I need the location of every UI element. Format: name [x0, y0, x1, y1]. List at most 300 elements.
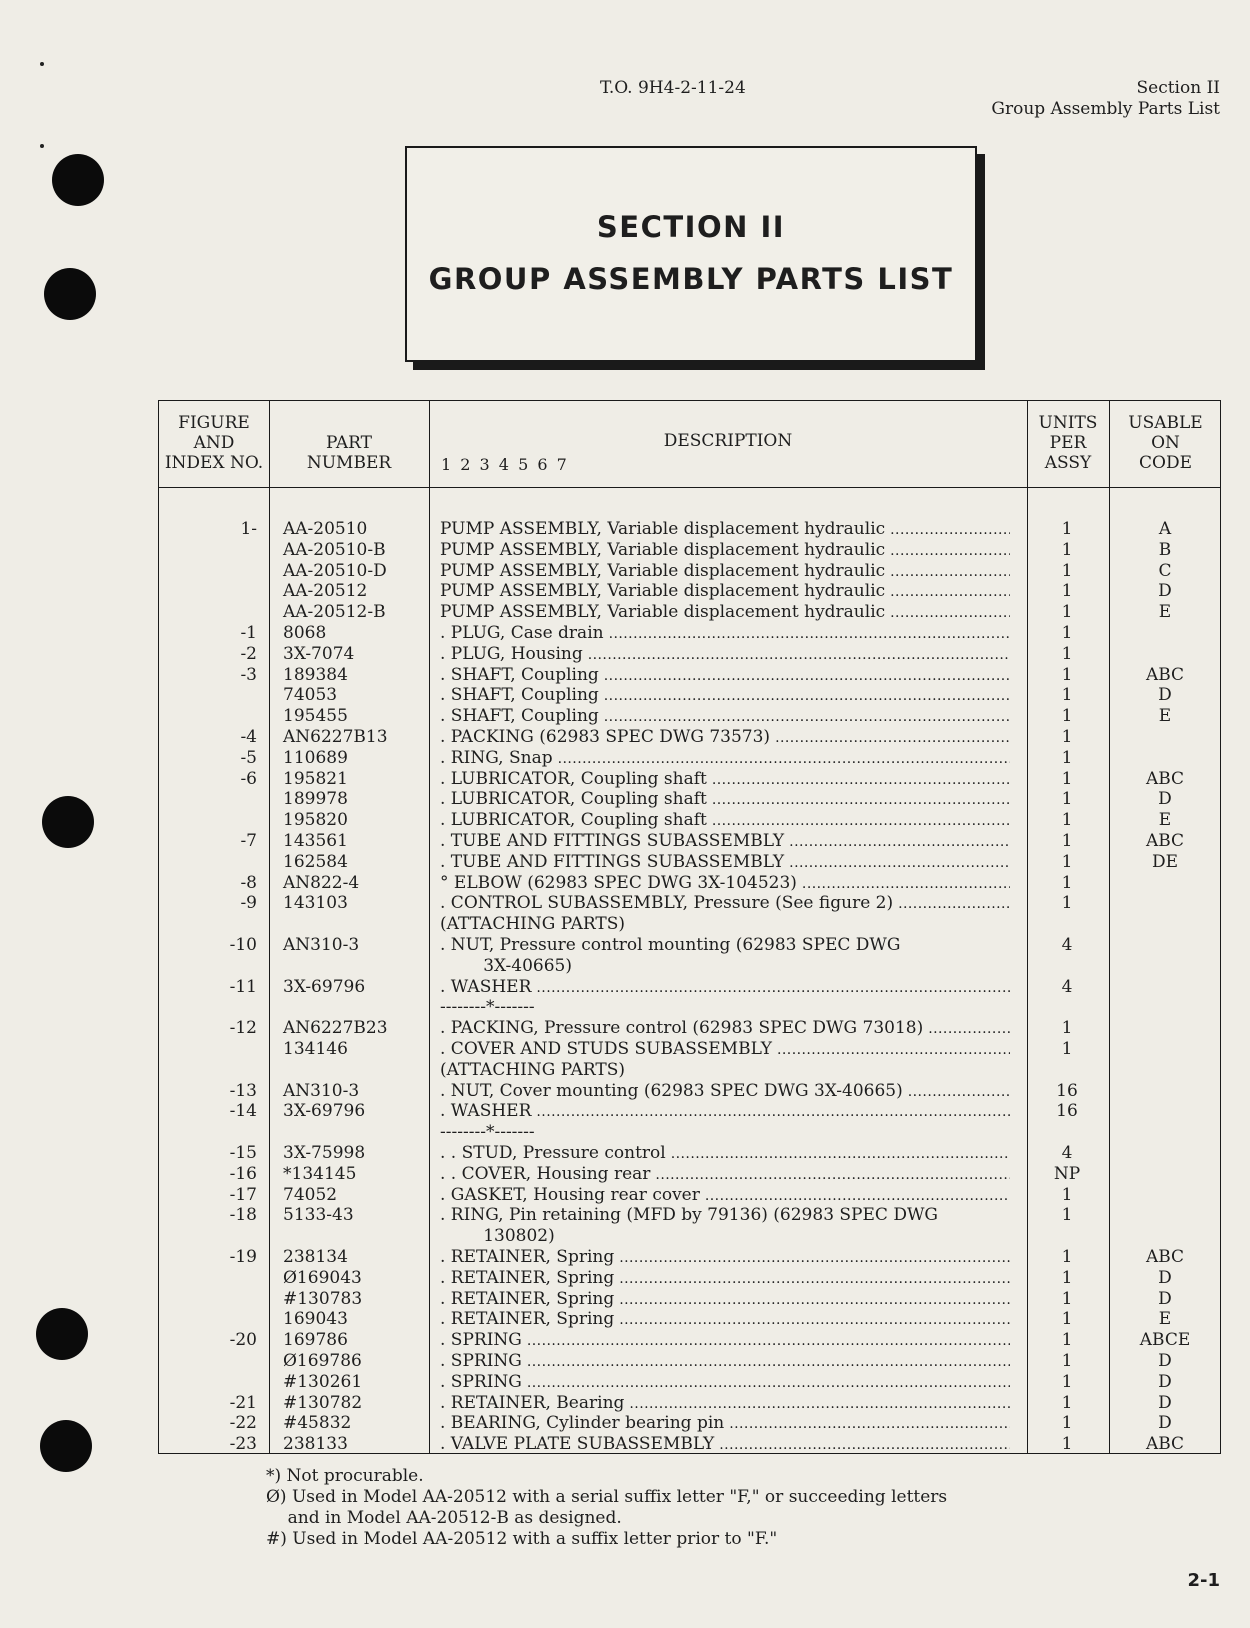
units-per-assy: 1 — [1061, 643, 1073, 664]
figure-index: -21 — [229, 1392, 257, 1413]
part-number: 143561 — [283, 831, 348, 851]
leader-dots — [536, 977, 1010, 999]
leader-dots — [604, 706, 1010, 728]
part-number: AA-20512-B — [283, 602, 386, 623]
leader-dots — [527, 1330, 1010, 1352]
part-number: 5133-43 — [283, 1205, 354, 1226]
units-per-assy: 1 — [1061, 539, 1073, 560]
table-row — [159, 581, 1220, 602]
scan-speck — [40, 62, 44, 66]
description — [440, 748, 1010, 770]
table-row — [159, 1101, 1220, 1122]
figure-index: -1 — [240, 623, 257, 643]
description — [440, 1205, 1010, 1226]
table-row — [159, 665, 1220, 686]
description-text: . . COVER, Housing rear — [440, 1163, 651, 1184]
header-section-title: Group Assembly Parts List — [991, 99, 1220, 119]
description — [440, 873, 1010, 895]
table-row — [159, 1205, 1220, 1226]
table-row — [159, 1039, 1220, 1060]
table-row — [159, 540, 1220, 561]
table-row — [159, 1372, 1220, 1393]
units-per-assy: 1 — [1061, 1247, 1073, 1267]
description — [440, 769, 1010, 791]
part-number: AA-20512 — [283, 581, 368, 602]
leader-dots — [588, 644, 1010, 666]
figure-index: -10 — [229, 935, 257, 955]
binder-hole — [44, 268, 96, 320]
description — [440, 1039, 1010, 1061]
description — [440, 1018, 1010, 1040]
description-text: . TUBE AND FITTINGS SUBASSEMBLY — [440, 851, 785, 872]
part-number: 195455 — [283, 706, 348, 727]
description-text: . VALVE PLATE SUBASSEMBLY — [440, 1434, 715, 1455]
table-row — [159, 1393, 1220, 1414]
description — [440, 581, 1010, 603]
leader-dots — [890, 540, 1010, 562]
figure-index: -11 — [229, 976, 257, 997]
units-per-assy: 1 — [1061, 893, 1073, 914]
description-text: . LUBRICATOR, Coupling shaft — [440, 789, 707, 810]
leader-dots — [705, 1185, 1010, 1207]
description-text: PUMP ASSEMBLY, Variable displacement hydraulic — [440, 519, 886, 539]
figure-index: -3 — [240, 664, 257, 685]
figure-index: -15 — [229, 1143, 257, 1163]
table-row — [159, 1268, 1220, 1289]
usable-on-code: DE — [1151, 851, 1179, 872]
description-text: (ATTACHING PARTS) — [440, 914, 625, 935]
table-row — [159, 997, 1220, 1018]
description-text: . LUBRICATOR, Coupling shaft — [440, 768, 707, 789]
part-number: #130782 — [283, 1392, 363, 1413]
description — [440, 1434, 1010, 1456]
usable-on-code: ABC — [1145, 831, 1185, 851]
description — [440, 1122, 1010, 1143]
units-per-assy: 1 — [1061, 810, 1073, 831]
usable-on-code: ABC — [1145, 664, 1185, 685]
usable-on-code: D — [1158, 789, 1172, 810]
description — [440, 1330, 1010, 1352]
table-row — [159, 1081, 1220, 1102]
scan-speck — [40, 144, 44, 148]
usable-on-code: D — [1158, 1371, 1172, 1392]
description — [440, 935, 1010, 956]
section-title-box — [405, 146, 977, 362]
figure-index: -5 — [240, 747, 257, 768]
col-header-figure: FIGURE AND INDEX NO. — [164, 413, 264, 473]
usable-on-code: E — [1158, 810, 1172, 831]
figure-index: -16 — [229, 1163, 257, 1184]
footnote: Ø) Used in Model AA-20512 with a serial suffix letter "F," or succeeding letters — [266, 1487, 948, 1507]
leader-dots — [527, 1372, 1010, 1394]
table-row — [159, 935, 1220, 956]
part-number: AN6227B23 — [283, 1018, 388, 1039]
description-text: . WASHER — [440, 976, 532, 997]
usable-on-code: D — [1158, 685, 1172, 706]
part-number: 74053 — [283, 685, 338, 706]
usable-on-code: E — [1158, 602, 1172, 623]
part-number: 162584 — [283, 851, 348, 872]
leader-dots — [619, 1309, 1010, 1331]
col-header-usable-code: USABLE ON CODE — [1128, 413, 1203, 473]
part-number: AN310-3 — [283, 935, 360, 955]
description-text: PUMP ASSEMBLY, Variable displacement hydraulic — [440, 602, 886, 623]
figure-index: -17 — [229, 1184, 257, 1205]
leader-dots — [619, 1268, 1010, 1290]
description — [440, 914, 1010, 935]
part-number: AA-20510 — [283, 519, 368, 539]
figure-index: -8 — [240, 872, 257, 893]
units-per-assy: 1 — [1061, 664, 1073, 685]
description-text: . PACKING, Pressure control (62983 SPEC DWG 73018) — [440, 1018, 924, 1039]
description-text: . RETAINER, Spring — [440, 1288, 615, 1309]
description-text: . CONTROL SUBASSEMBLY, Pressure (See figure 2) — [440, 893, 894, 914]
description — [440, 1268, 1010, 1290]
leader-dots — [712, 769, 1010, 791]
leader-dots — [712, 810, 1010, 832]
part-number: 3X-69796 — [283, 976, 366, 997]
part-number: 8068 — [283, 623, 327, 643]
table-row — [159, 685, 1220, 706]
table-row — [159, 977, 1220, 998]
usable-on-code: B — [1158, 539, 1172, 560]
units-per-assy: 1 — [1061, 872, 1073, 893]
description-text: . GASKET, Housing rear cover — [440, 1184, 700, 1205]
section-heading: SECTION II — [596, 210, 786, 244]
leader-dots — [604, 685, 1010, 707]
description-text: . WASHER — [440, 1101, 532, 1122]
table-row — [159, 1289, 1220, 1310]
description — [440, 1164, 1010, 1186]
description — [440, 623, 1010, 645]
part-number: 195821 — [283, 768, 348, 789]
figure-index: -23 — [229, 1434, 257, 1455]
leader-dots — [527, 1351, 1010, 1373]
description-text: . SHAFT, Coupling — [440, 706, 599, 727]
leader-dots — [777, 1039, 1010, 1061]
units-per-assy: 1 — [1061, 727, 1073, 747]
units-per-assy: 1 — [1061, 1351, 1073, 1371]
table-row — [159, 831, 1220, 852]
footnote: *) Not procurable. — [266, 1466, 424, 1486]
usable-on-code: A — [1158, 519, 1172, 539]
footnote: #) Used in Model AA-20512 with a suffix letter prior to "F." — [266, 1529, 778, 1549]
description — [440, 852, 1010, 874]
part-number: AN822-4 — [283, 872, 360, 893]
description-text: . SPRING — [440, 1330, 522, 1351]
units-per-assy: 1 — [1061, 623, 1073, 643]
description — [440, 561, 1010, 583]
description — [440, 519, 1010, 541]
description — [440, 956, 1010, 977]
description-text: . NUT, Pressure control mounting (62983 SPEC DWG — [440, 935, 901, 955]
part-number: #130783 — [283, 1288, 363, 1309]
leader-dots — [890, 561, 1010, 583]
leader-dots — [712, 789, 1010, 811]
leader-dots — [908, 1081, 1010, 1103]
part-number: 189384 — [283, 664, 348, 685]
units-per-assy: 1 — [1061, 1018, 1073, 1039]
description-text: 130802) — [440, 1226, 555, 1247]
table-row — [159, 1122, 1220, 1143]
leader-dots — [775, 727, 1010, 749]
part-number: 74052 — [283, 1184, 338, 1205]
description — [440, 997, 1010, 1018]
description-text: . SPRING — [440, 1351, 522, 1371]
table-row — [159, 1247, 1220, 1268]
table-row — [159, 893, 1220, 914]
parts-list-table — [158, 400, 1221, 1454]
description — [440, 977, 1010, 999]
leader-dots — [890, 602, 1010, 624]
units-per-assy: 1 — [1061, 519, 1073, 539]
part-number: Ø169043 — [283, 1267, 362, 1288]
leader-dots — [898, 893, 1010, 915]
figure-index: -9 — [240, 893, 257, 914]
description — [440, 727, 1010, 749]
units-per-assy: 4 — [1061, 935, 1073, 955]
table-row — [159, 561, 1220, 582]
description-text: . RING, Snap — [440, 747, 553, 768]
units-per-assy: 1 — [1061, 768, 1073, 789]
col-header-units: UNITS PER ASSY — [1038, 413, 1098, 473]
table-row — [159, 706, 1220, 727]
usable-on-code: C — [1158, 560, 1172, 581]
description — [440, 1372, 1010, 1394]
description-text: . SHAFT, Coupling — [440, 664, 599, 685]
table-row — [159, 810, 1220, 831]
part-number: 3X-7074 — [283, 643, 355, 664]
description-text: ° ELBOW (62983 SPEC DWG 3X-104523) — [440, 872, 797, 893]
units-per-assy: 1 — [1061, 1434, 1073, 1455]
description-text: . RETAINER, Bearing — [440, 1392, 625, 1413]
figure-index: -18 — [229, 1205, 257, 1226]
figure-index: -6 — [240, 768, 257, 789]
description — [440, 1309, 1010, 1331]
table-row — [159, 914, 1220, 935]
description — [440, 1185, 1010, 1207]
description-text: --------*------- — [440, 997, 535, 1018]
part-number: 169043 — [283, 1309, 348, 1330]
part-number: AN310-3 — [283, 1080, 360, 1101]
leader-dots — [619, 1247, 1010, 1269]
table-row — [159, 1330, 1220, 1351]
usable-on-code: D — [1158, 1288, 1172, 1309]
units-per-assy: 16 — [1056, 1101, 1078, 1122]
usable-on-code: ABC — [1145, 768, 1185, 789]
table-row — [159, 1060, 1220, 1081]
units-per-assy: 1 — [1061, 560, 1073, 581]
table-row — [159, 727, 1220, 748]
units-per-assy: NP — [1053, 1163, 1081, 1184]
table-row — [159, 644, 1220, 665]
description — [440, 893, 1010, 915]
usable-on-code: D — [1158, 1267, 1172, 1288]
description — [440, 1101, 1010, 1123]
description-text: . RING, Pin retaining (MFD by 79136) (62983 SPEC DWG — [440, 1205, 938, 1226]
part-number: #130261 — [283, 1371, 363, 1392]
description-text: . SHAFT, Coupling — [440, 685, 599, 706]
description-text: PUMP ASSEMBLY, Variable displacement hydraulic — [440, 539, 886, 560]
description-text: (ATTACHING PARTS) — [440, 1059, 625, 1080]
units-per-assy: 1 — [1061, 1330, 1073, 1351]
units-per-assy: 1 — [1061, 851, 1073, 872]
usable-on-code: D — [1158, 1351, 1172, 1371]
usable-on-code: E — [1158, 1309, 1172, 1330]
units-per-assy: 4 — [1061, 1143, 1073, 1163]
description — [440, 665, 1010, 687]
figure-index: -20 — [229, 1330, 257, 1351]
part-number: #45832 — [283, 1413, 352, 1434]
leader-dots — [604, 665, 1010, 687]
description-text: . SPRING — [440, 1371, 522, 1392]
description — [440, 706, 1010, 728]
table-row — [159, 789, 1220, 810]
units-per-assy: 1 — [1061, 1288, 1073, 1309]
table-row — [159, 748, 1220, 769]
units-per-assy: 16 — [1056, 1080, 1078, 1101]
header-section: Section II — [1136, 78, 1220, 98]
part-number: 134146 — [283, 1039, 348, 1059]
table-row — [159, 956, 1220, 977]
leader-dots — [890, 581, 1010, 603]
description-text: PUMP ASSEMBLY, Variable displacement hydraulic — [440, 581, 886, 602]
description-text: . RETAINER, Spring — [440, 1309, 615, 1330]
part-number: 195820 — [283, 810, 348, 831]
part-number: Ø169786 — [283, 1351, 362, 1371]
part-number: 189978 — [283, 789, 348, 810]
figure-index: -13 — [229, 1080, 257, 1101]
description-text: 3X-40665) — [440, 955, 572, 976]
leader-dots — [789, 831, 1010, 853]
leader-dots — [928, 1018, 1010, 1040]
units-per-assy: 1 — [1061, 1392, 1073, 1413]
description-text: . PLUG, Case drain — [440, 623, 604, 643]
part-number: 143103 — [283, 893, 348, 914]
description-text: . PACKING (62983 SPEC DWG 73573) — [440, 727, 771, 747]
col-header-description: DESCRIPTION — [663, 431, 793, 451]
binder-hole — [40, 1420, 92, 1472]
usable-on-code: ABC — [1145, 1247, 1185, 1267]
page-number: 2-1 — [1187, 1570, 1220, 1591]
table-row — [159, 1226, 1220, 1247]
units-per-assy: 4 — [1061, 976, 1073, 997]
description-text: . COVER AND STUDS SUBASSEMBLY — [440, 1039, 772, 1059]
figure-index: -14 — [229, 1101, 257, 1122]
leader-dots — [536, 1101, 1010, 1123]
description-text: PUMP ASSEMBLY, Variable displacement hydraulic — [440, 560, 886, 581]
units-per-assy: 1 — [1061, 1309, 1073, 1330]
description — [440, 685, 1010, 707]
description-text: . BEARING, Cylinder bearing pin — [440, 1413, 725, 1434]
part-number: 3X-69796 — [283, 1101, 366, 1122]
units-per-assy: 1 — [1061, 581, 1073, 602]
table-row — [159, 1309, 1220, 1330]
binder-hole — [52, 154, 104, 206]
description — [440, 602, 1010, 624]
usable-on-code: D — [1158, 1413, 1172, 1434]
part-number: 110689 — [283, 747, 348, 768]
part-number: AN6227B13 — [283, 727, 388, 747]
units-per-assy: 1 — [1061, 1205, 1073, 1226]
units-per-assy: 1 — [1061, 1371, 1073, 1392]
table-row — [159, 1351, 1220, 1372]
units-per-assy: 1 — [1061, 602, 1073, 623]
description-text: . RETAINER, Spring — [440, 1267, 615, 1288]
binder-hole — [36, 1308, 88, 1360]
leader-dots — [789, 852, 1010, 874]
part-number: 238133 — [283, 1434, 348, 1455]
leader-dots — [802, 873, 1010, 895]
leader-dots — [558, 748, 1010, 770]
usable-on-code: D — [1158, 581, 1172, 602]
section-subheading: GROUP ASSEMBLY PARTS LIST — [428, 262, 954, 296]
units-per-assy: 1 — [1061, 1413, 1073, 1434]
table-row — [159, 1185, 1220, 1206]
table-row — [159, 852, 1220, 873]
figure-index: -2 — [240, 643, 257, 664]
units-per-assy: 1 — [1061, 1184, 1073, 1205]
description — [440, 1143, 1010, 1165]
description-text: . TUBE AND FITTINGS SUBASSEMBLY — [440, 831, 785, 851]
table-row — [159, 1164, 1220, 1185]
table-row — [159, 1143, 1220, 1164]
running-header — [991, 78, 1220, 120]
footnotes — [266, 1466, 947, 1550]
part-number: 169786 — [283, 1330, 348, 1351]
usable-on-code: D — [1158, 1392, 1172, 1413]
description — [440, 1247, 1010, 1269]
leader-dots — [729, 1413, 1010, 1435]
description-text: . RETAINER, Spring — [440, 1247, 615, 1267]
description-text: --------*------- — [440, 1122, 535, 1143]
table-row — [159, 873, 1220, 894]
binder-hole — [42, 796, 94, 848]
units-per-assy: 1 — [1061, 831, 1073, 851]
to-number: T.O. 9H4-2-11-24 — [600, 78, 746, 98]
leader-dots — [671, 1143, 1010, 1165]
description — [440, 789, 1010, 811]
description — [440, 1060, 1010, 1081]
description-text: . PLUG, Housing — [440, 643, 583, 664]
leader-dots — [719, 1434, 1010, 1456]
description — [440, 810, 1010, 832]
part-number: AA-20510-B — [283, 539, 386, 560]
figure-index: -22 — [229, 1413, 257, 1434]
description — [440, 1289, 1010, 1311]
description — [440, 1413, 1010, 1435]
leader-dots — [890, 519, 1010, 541]
description — [440, 1226, 1010, 1247]
part-number: 3X-75998 — [283, 1143, 366, 1163]
col-header-part-number: PART NUMBER — [306, 433, 392, 473]
table-row — [159, 519, 1220, 540]
units-per-assy: 1 — [1061, 1267, 1073, 1288]
leader-dots — [655, 1164, 1010, 1186]
description — [440, 831, 1010, 853]
leader-dots — [629, 1393, 1010, 1415]
description — [440, 1081, 1010, 1103]
part-number: AA-20510-D — [283, 560, 387, 581]
leader-dots — [609, 623, 1010, 645]
part-number: 238134 — [283, 1247, 348, 1267]
units-per-assy: 1 — [1061, 706, 1073, 727]
table-row — [159, 769, 1220, 790]
usable-on-code: ABC — [1145, 1434, 1185, 1455]
table-row — [159, 1434, 1220, 1455]
table-row — [159, 1413, 1220, 1434]
description-text: . LUBRICATOR, Coupling shaft — [440, 810, 707, 831]
